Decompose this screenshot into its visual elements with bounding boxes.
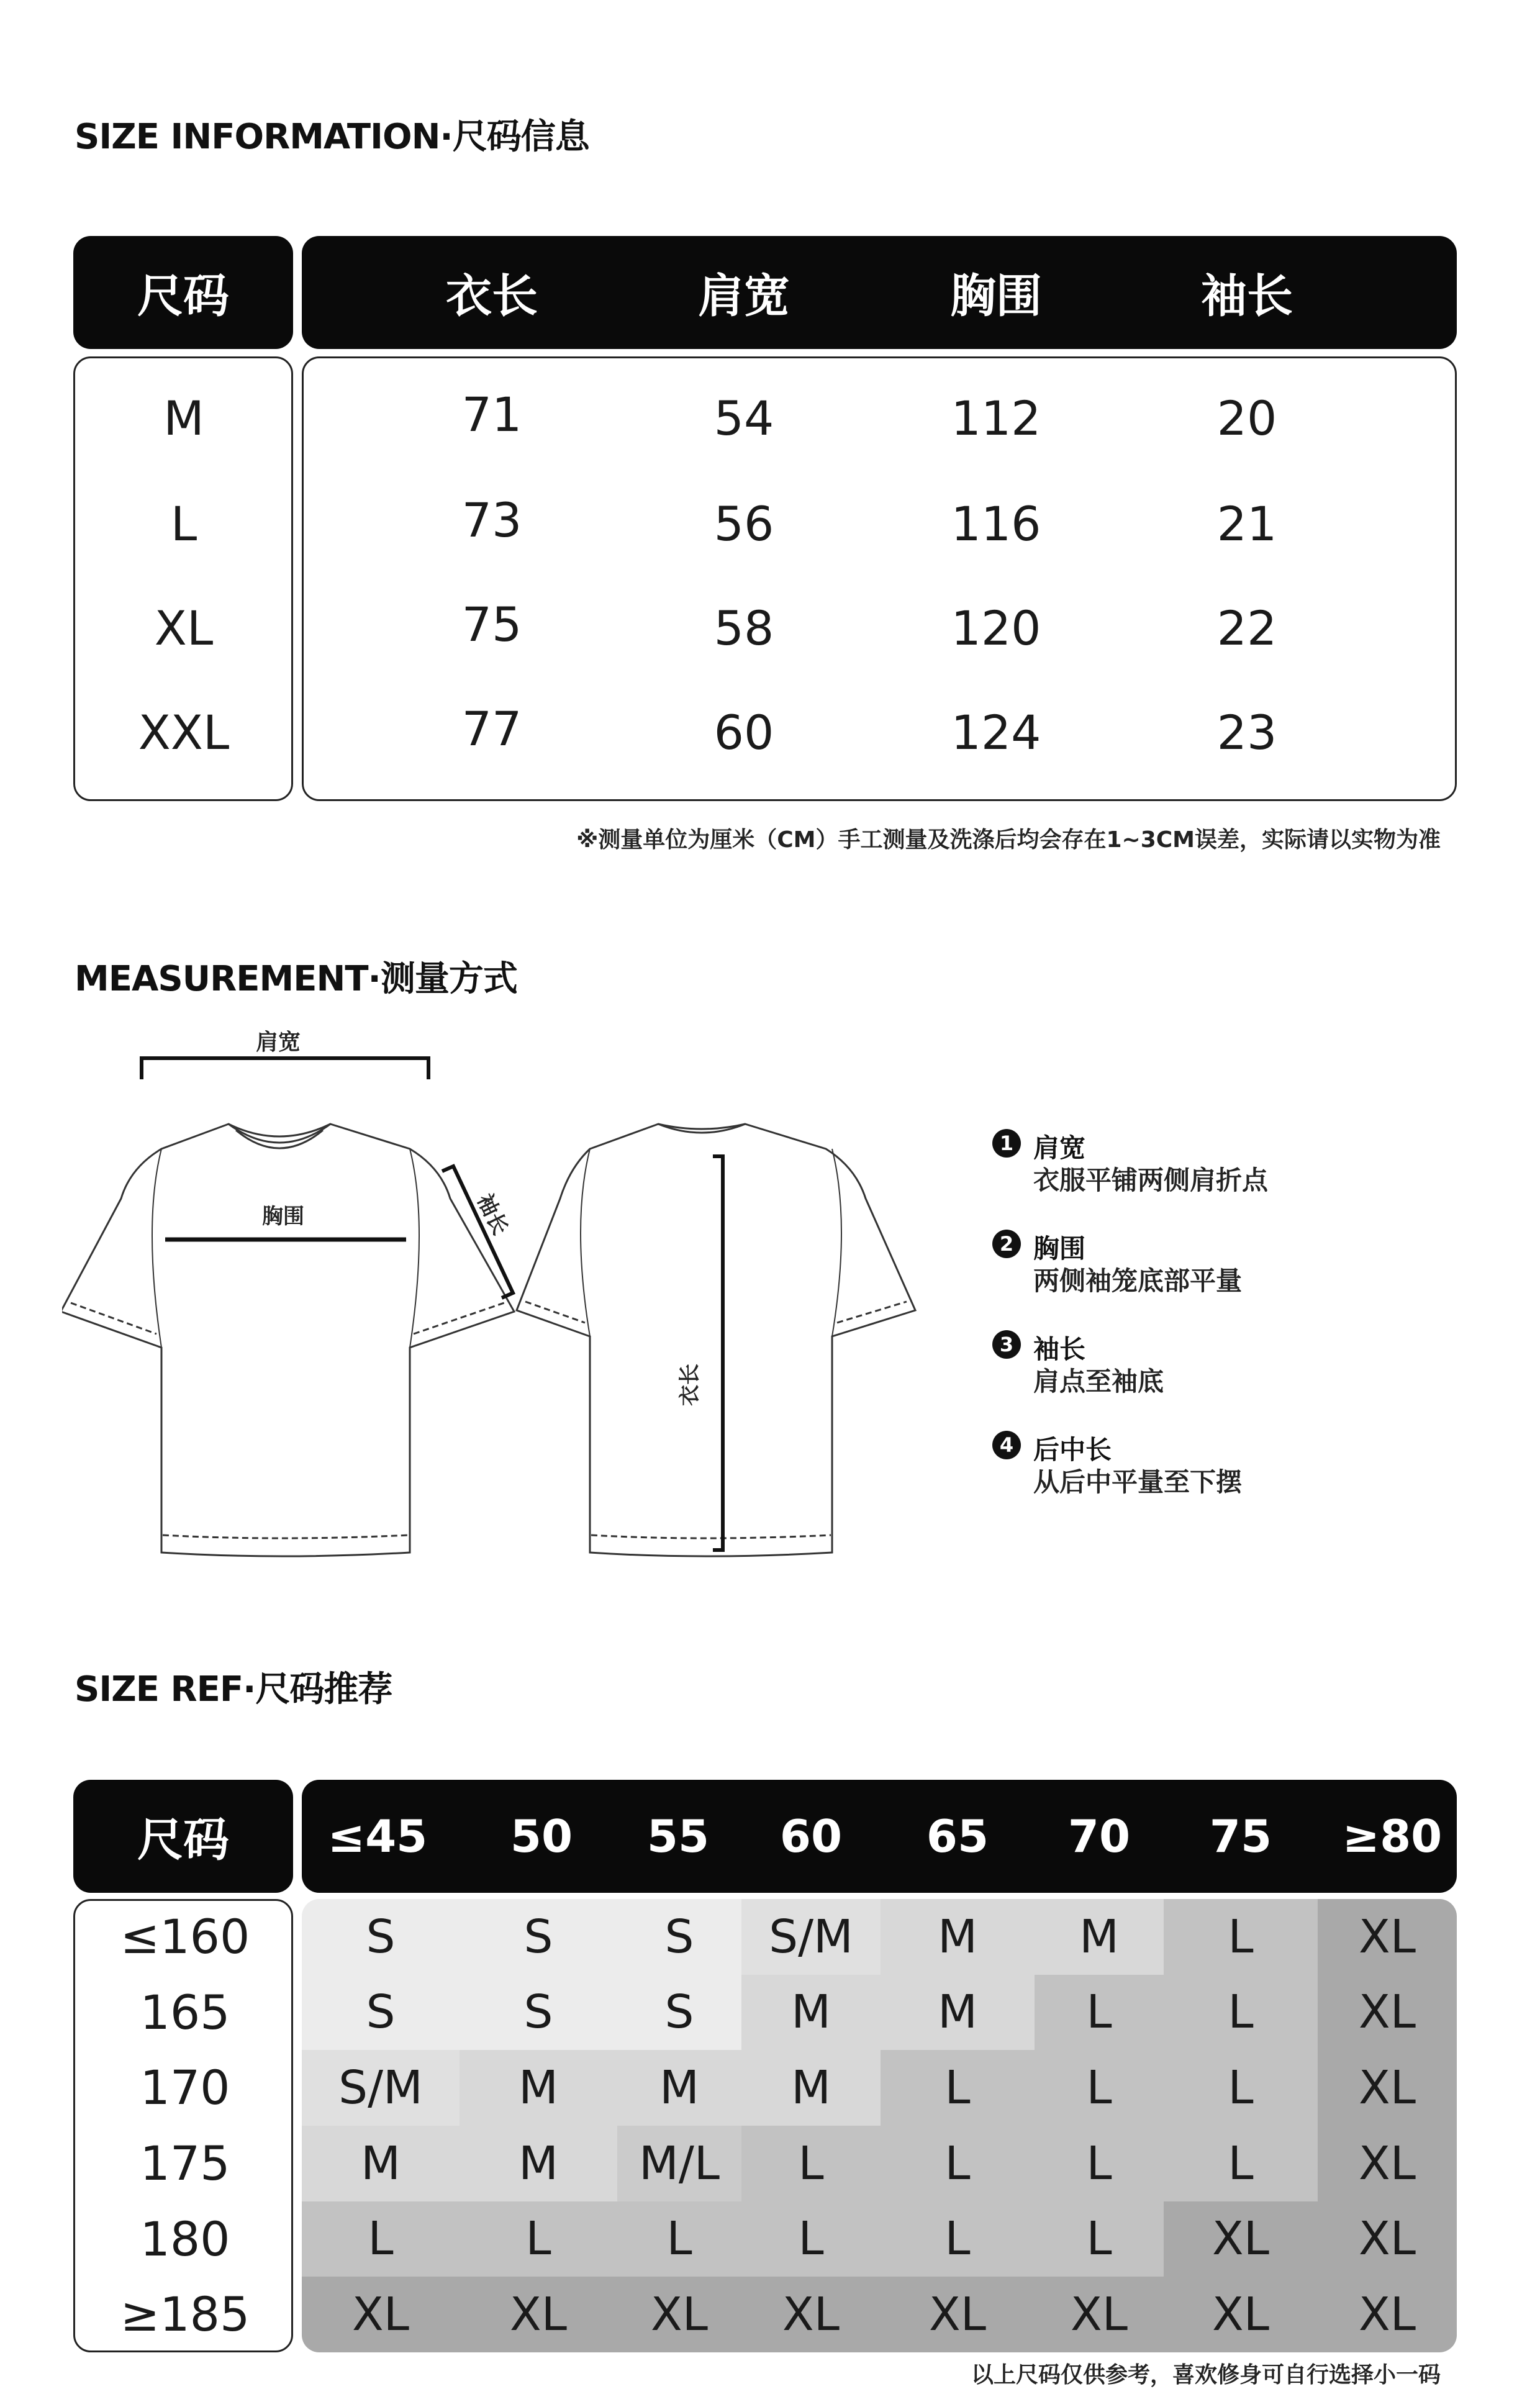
table-cell: 54 [713, 391, 774, 446]
table-cell: 20 [1216, 391, 1277, 446]
table-cell: 112 [951, 391, 1041, 446]
length-label: 衣长 [677, 1364, 702, 1406]
size-ref-cell: L [741, 2201, 881, 2277]
size-info-note: ※测量单位为厘米（CM）手工测量及洗涤后均会存在1~3CM误差，实际请以实物为准 [576, 827, 1441, 853]
weight-header-7: ≥80 [1342, 1810, 1443, 1862]
size-ref-cell: XL [460, 2277, 617, 2352]
size-ref-cell: XL [1318, 1899, 1457, 1975]
legend-title: 胸围 [1033, 1233, 1086, 1264]
table-cell: 116 [951, 496, 1041, 551]
table-cell: 73 [461, 492, 522, 548]
size-ref-cell: L [460, 2201, 617, 2277]
legend-number: 4 [992, 1431, 1021, 1459]
size-ref-cell: S/M [302, 2050, 460, 2126]
size-ref-cell: S [460, 1975, 617, 2051]
size-ref-cell: L [1164, 2050, 1318, 2126]
size-ref-cell: XL [1164, 2201, 1318, 2277]
size-ref-cell: M/L [617, 2126, 741, 2201]
weight-header-5: 70 [1067, 1810, 1131, 1862]
size-ref-cell: XL [617, 2277, 741, 2352]
size-ref-cell: L [1164, 1975, 1318, 2051]
table-cell: 23 [1216, 705, 1277, 760]
size-header-label: 尺码 [73, 236, 293, 349]
size-ref-note: 以上尺码仅供参考，喜欢修身可自行选择小一码 [971, 2362, 1441, 2388]
size-ref-cell: S [302, 1899, 460, 1975]
size-ref-cell: M [741, 2050, 881, 2126]
shoulder-bracket [142, 1058, 428, 1079]
size-ref-cell: L [1035, 2050, 1164, 2126]
size-label-column [73, 356, 293, 801]
size-ref-cell: L [881, 2126, 1035, 2201]
table-cell: 58 [713, 601, 774, 656]
size-ref-cell: M [302, 2126, 460, 2201]
size-label-m: M [163, 391, 204, 446]
tshirt-diagram [62, 1018, 944, 1565]
size-recommendation-grid [302, 1899, 1457, 2352]
size-ref-cell: L [617, 2201, 741, 2277]
size-ref-cell: XL [1164, 2277, 1318, 2352]
height-label-2: 170 [140, 2060, 230, 2116]
weight-header-0: ≤45 [327, 1810, 428, 1862]
size-ref-cell: L [302, 2201, 460, 2277]
size-ref-cell: M [1035, 1899, 1164, 1975]
size-info-title: SIZE INFORMATION·尺码信息 [75, 117, 589, 157]
weight-header-6: 75 [1209, 1810, 1272, 1862]
size-ref-cell: XL [1035, 2277, 1164, 2352]
height-label-0: ≤160 [120, 1908, 250, 1964]
size-ref-cell: XL [881, 2277, 1035, 2352]
size-ref-cell: L [1035, 2201, 1164, 2277]
table-cell: 21 [1216, 496, 1277, 551]
size-ref-cell: L [881, 2050, 1035, 2126]
size-ref-cell: M [460, 2050, 617, 2126]
ref-weight-header-row [302, 1780, 1457, 1893]
size-ref-cell: XL [1318, 2050, 1457, 2126]
size-ref-cell: XL [302, 2277, 460, 2352]
size-ref-cell: XL [1318, 2126, 1457, 2201]
col-header-length: 衣长 [446, 270, 538, 323]
legend-number: 2 [992, 1230, 1021, 1258]
legend-number: 3 [992, 1330, 1021, 1359]
size-ref-cell: M [617, 2050, 741, 2126]
size-ref-cell: M [881, 1899, 1035, 1975]
size-ref-cell: M [460, 2126, 617, 2201]
table-cell: 60 [713, 705, 774, 760]
size-label-l: L [170, 496, 197, 551]
weight-header-3: 60 [779, 1810, 843, 1862]
table-cell: 71 [461, 387, 522, 442]
table-cell: 124 [951, 705, 1041, 760]
size-ref-cell: S [617, 1975, 741, 2051]
size-ref-cell: L [1164, 1899, 1318, 1975]
legend-desc: 从后中平量至下摆 [1033, 1467, 1243, 1497]
size-ref-cell: S [460, 1899, 617, 1975]
measurement-title: MEASUREMENT·测量方式 [75, 959, 517, 999]
size-label-xl: XL [154, 601, 214, 656]
table-cell: 120 [951, 601, 1041, 656]
legend-number: 1 [992, 1129, 1021, 1158]
height-label-5: ≥185 [120, 2287, 250, 2342]
size-values-table [302, 356, 1457, 801]
table-cell: 75 [461, 597, 522, 652]
table-cell: 56 [713, 496, 774, 551]
ref-height-column [73, 1899, 293, 2352]
col-header-sleeve: 袖长 [1201, 270, 1293, 323]
size-ref-cell: XL [1318, 2277, 1457, 2352]
size-ref-title: SIZE REF·尺码推荐 [75, 1669, 392, 1710]
size-ref-cell: M [881, 1975, 1035, 2051]
height-label-4: 180 [140, 2211, 230, 2267]
size-ref-cell: L [1035, 2126, 1164, 2201]
size-ref-cell: S [617, 1899, 741, 1975]
height-label-3: 175 [140, 2135, 230, 2191]
weight-header-1: 50 [510, 1810, 573, 1862]
front-tshirt [62, 1124, 514, 1556]
size-ref-cell: S [302, 1975, 460, 2051]
size-ref-cell: L [1035, 1975, 1164, 2051]
table-cell: 77 [461, 701, 522, 756]
size-label-xxl: XXL [138, 705, 230, 760]
size-header-row [302, 236, 1457, 349]
legend-title: 肩宽 [1033, 1133, 1086, 1163]
col-header-shoulder: 肩宽 [698, 270, 790, 323]
ref-header-label: 尺码 [73, 1780, 293, 1893]
size-ref-cell: M [741, 1975, 881, 2051]
back-tshirt [517, 1124, 915, 1556]
size-ref-cell: L [881, 2201, 1035, 2277]
chest-label: 胸围 [262, 1204, 304, 1229]
sleeve-label: 袖长 [471, 1190, 513, 1240]
size-ref-cell: S/M [741, 1899, 881, 1975]
legend-desc: 衣服平铺两侧肩折点 [1033, 1165, 1269, 1195]
size-ref-cell: L [741, 2126, 881, 2201]
size-ref-cell: L [1164, 2126, 1318, 2201]
weight-header-2: 55 [646, 1810, 710, 1862]
weight-header-4: 65 [926, 1810, 989, 1862]
table-cell: 22 [1216, 601, 1277, 656]
height-label-1: 165 [140, 1984, 230, 2040]
col-header-chest: 胸围 [950, 270, 1042, 323]
size-ref-cell: XL [741, 2277, 881, 2352]
size-ref-cell: XL [1318, 2201, 1457, 2277]
size-ref-cell: XL [1318, 1975, 1457, 2051]
legend-desc: 两侧袖笼底部平量 [1033, 1266, 1243, 1296]
legend-title: 后中长 [1033, 1435, 1112, 1465]
legend-desc: 肩点至袖底 [1033, 1366, 1164, 1397]
shoulder-label: 肩宽 [255, 1030, 301, 1055]
legend-title: 袖长 [1033, 1334, 1086, 1364]
